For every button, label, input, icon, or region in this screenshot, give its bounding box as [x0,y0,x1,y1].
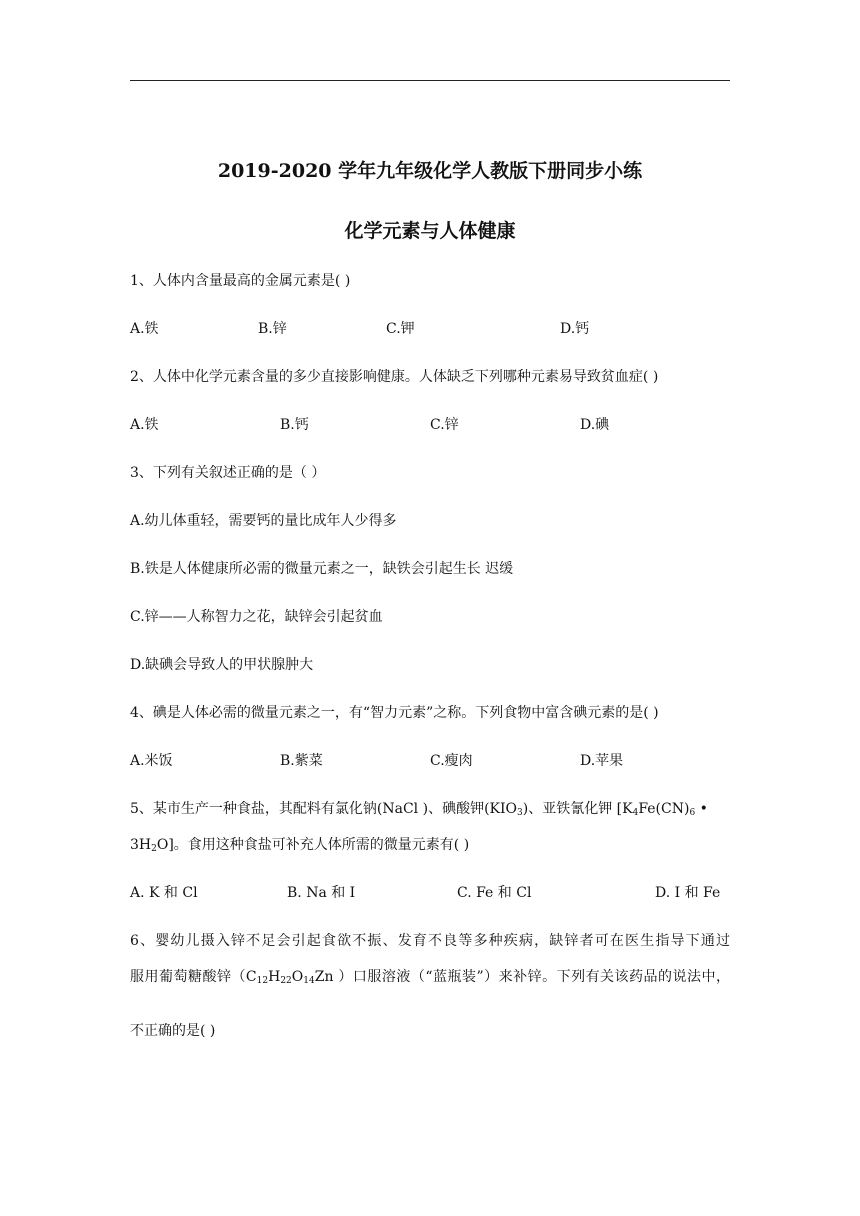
question-3-option-d: D.缺碘会导致人的甲状腺肿大 [130,657,314,673]
page-subtitle: 化学元素与人体健康 [344,220,516,242]
question-6-stem-line-2: 服用葡萄糖酸锌（$C_{12}H_{22}O_{14}Zn$ ）口服溶液（“蓝瓶装”）来补锌。下列有关该药品的说法中， [130,969,730,986]
question-3-option-c: C.锌——人称智力之花，缺锌会引起贫血 [130,609,383,625]
question-1-option-c: C.钾 [386,321,415,337]
question-5-option-c: C. Fe 和 Cl [457,885,532,901]
question-5-stem-line-1: 5、某市生产一种食盐，其配料有氯化钠(NaCl )、碘酸钾$(KIO_3)$、亚铁氰化钾 [$K_4Fe(CN)_6$ • [130,801,708,818]
question-3-stem: 3、下列有关叙述正确的是（ ） [130,465,326,481]
question-5-stem-line-2: $3H_2O$]。食用这种食盐可补充人体所需的微量元素有( ) [130,837,470,854]
question-2-option-a: A.铁 [130,417,159,433]
page-title: 2019-2020 学年九年级化学人教版下册同步小练 [217,160,643,182]
question-1-stem: 1、人体内含量最高的金属元素是( ) [130,273,351,289]
question-5-option-d: D. I 和 Fe [655,885,721,901]
question-4-option-a: A.米饭 [130,753,173,769]
question-5-option-b: B. Na 和 I [287,885,356,901]
question-2-option-c: C.锌 [430,417,459,433]
question-3-option-b: B.铁是人体健康所必需的微量元素之一，缺铁会引起生长 迟缓 [130,561,514,577]
question-1-option-d: D.钙 [560,321,590,337]
header-rule [130,80,730,81]
question-4-option-c: C.瘦肉 [430,753,473,769]
question-1-option-a: A.铁 [130,321,159,337]
question-5-option-a: A. K 和 Cl [130,885,198,901]
question-4-stem: 4、碘是人体必需的微量元素之一，有“智力元素”之称。下列食物中富含碘元素的是( ) [130,705,659,721]
question-6-stem-line-1: 6、婴幼儿摄入锌不足会引起食欲不振、发育不良等多种疾病，缺锌者可在医生指导下通过 [130,933,730,949]
question-3-option-a: A.幼儿体重轻，需要钙的量比成年人少得多 [130,513,397,529]
question-4-option-b: B.紫菜 [280,753,323,769]
question-2-stem: 2、人体中化学元素含量的多少直接影响健康。人体缺乏下列哪种元素易导致贫血症( ) [130,369,659,385]
question-2-option-d: D.碘 [580,417,610,433]
question-6-stem-line-3: 不正确的是( ) [130,1023,216,1039]
question-2-option-b: B.钙 [280,417,309,433]
question-4-option-d: D.苹果 [580,753,624,769]
question-1-option-b: B.锌 [258,321,287,337]
